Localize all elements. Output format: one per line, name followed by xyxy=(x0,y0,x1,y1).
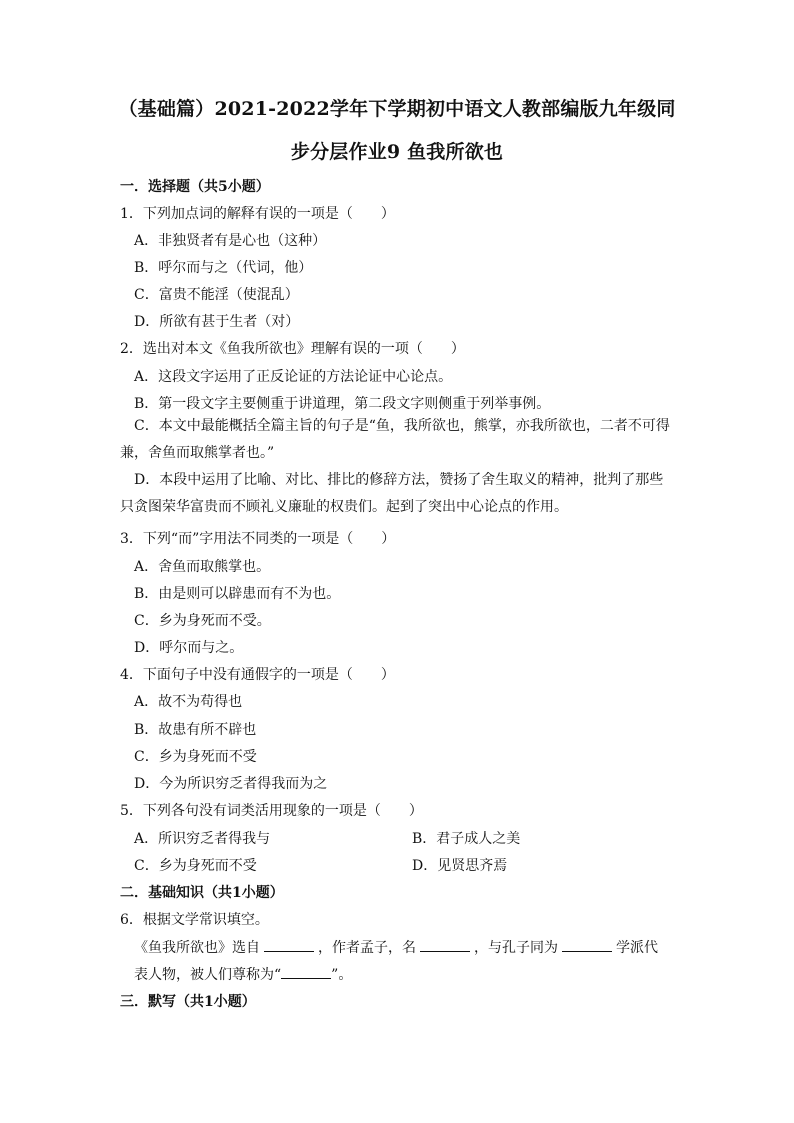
question-3-option-c: C．乡为身死而不受。 xyxy=(134,613,271,629)
question-2-stem: 2．选出对本文《鱼我所欲也》理解有误的一项（ ） xyxy=(120,341,465,357)
question-6-line-1 xyxy=(134,937,658,957)
question-1-option-b: B．呼尔而与之（代词，他） xyxy=(134,260,313,276)
blank-name[interactable] xyxy=(420,939,470,952)
question-6-text-6: ”。 xyxy=(331,967,353,983)
question-3-option-a: A．舍鱼而取熊掌也。 xyxy=(134,559,271,575)
document-title-line-1: （基础篇）2021-2022学年下学期初中语文人教部编版九年级同 xyxy=(118,98,676,120)
question-2-option-b: B．第一段文字主要侧重于讲道理，第二段文字则侧重于列举事例。 xyxy=(134,396,551,412)
question-6-text-4: 学派代 xyxy=(616,940,658,956)
question-1-option-a: A．非独贤者有是心也（这种） xyxy=(134,233,327,249)
question-6-stem: 6．根据文学常识填空。 xyxy=(120,912,269,928)
blank-school[interactable] xyxy=(562,939,612,952)
question-2-option-a: A．这段文字运用了正反论证的方法论证中心论点。 xyxy=(134,369,453,385)
question-4-option-c: C．乡为身死而不受 xyxy=(134,749,257,765)
question-6-text-3: ，与孔子同为 xyxy=(474,940,558,956)
question-2-option-c: C．本文中最能概括全篇主旨的句子是“鱼，我所欲也，熊掌，亦我所欲也，二者不可得兼，舍鱼而取熊掌者也。” xyxy=(120,418,670,461)
question-5-option-a: A．所识穷乏者得我与 xyxy=(134,831,271,847)
question-4-option-a: A．故不为苟得也 xyxy=(134,694,243,710)
blank-source[interactable] xyxy=(264,939,314,952)
question-6-text-2: ，作者孟子，名 xyxy=(318,940,416,956)
question-6-text-5: 表人物，被人们尊称为“ xyxy=(134,967,282,983)
question-3-option-d: D．呼尔而与之。 xyxy=(134,640,244,656)
question-1-stem: 1．下列加点词的解释有误的一项是（ ） xyxy=(120,206,395,222)
question-1-option-d: D．所欲有甚于生者（对） xyxy=(134,314,300,330)
question-2-option-d: D．本段中运用了比喻、对比、排比的修辞方法，赞扬了舍生取义的精神，批判了那些只贪图荣华富贵而不顾礼义廉耻的权贵们。起到了突出中心论点的作用。 xyxy=(120,472,664,515)
question-4-stem: 4．下面句子中没有通假字的一项是（ ） xyxy=(120,667,395,683)
question-4-option-d: D．今为所识穷乏者得我而为之 xyxy=(134,776,328,792)
question-5-option-c: C．乡为身死而不受 xyxy=(134,858,257,874)
question-6-line-2 xyxy=(134,964,352,984)
question-1-option-c: C．富贵不能淫（使混乱） xyxy=(134,287,299,303)
question-5-option-b: B．君子成人之美 xyxy=(412,831,521,847)
document-title-line-2: 步分层作业9 鱼我所欲也 xyxy=(290,141,504,163)
question-3-option-b: B．由是则可以辟患而有不为也。 xyxy=(134,586,341,602)
question-3-stem: 3．下列“而”字用法不同类的一项是（ ） xyxy=(120,531,396,547)
question-6-text-1: 《鱼我所欲也》选自 xyxy=(134,940,260,956)
question-5-option-d: D．见贤思齐焉 xyxy=(412,858,508,874)
section-heading-dictation: 三．默写（共1小题） xyxy=(120,994,256,1010)
section-heading-choice: 一．选择题（共5小题） xyxy=(120,179,270,195)
section-heading-basics: 二．基础知识（共1小题） xyxy=(120,885,284,901)
blank-title[interactable] xyxy=(281,966,331,979)
question-5-stem: 5．下列各句没有词类活用现象的一项是（ ） xyxy=(120,803,423,819)
question-4-option-b: B．故患有所不辟也 xyxy=(134,722,257,738)
